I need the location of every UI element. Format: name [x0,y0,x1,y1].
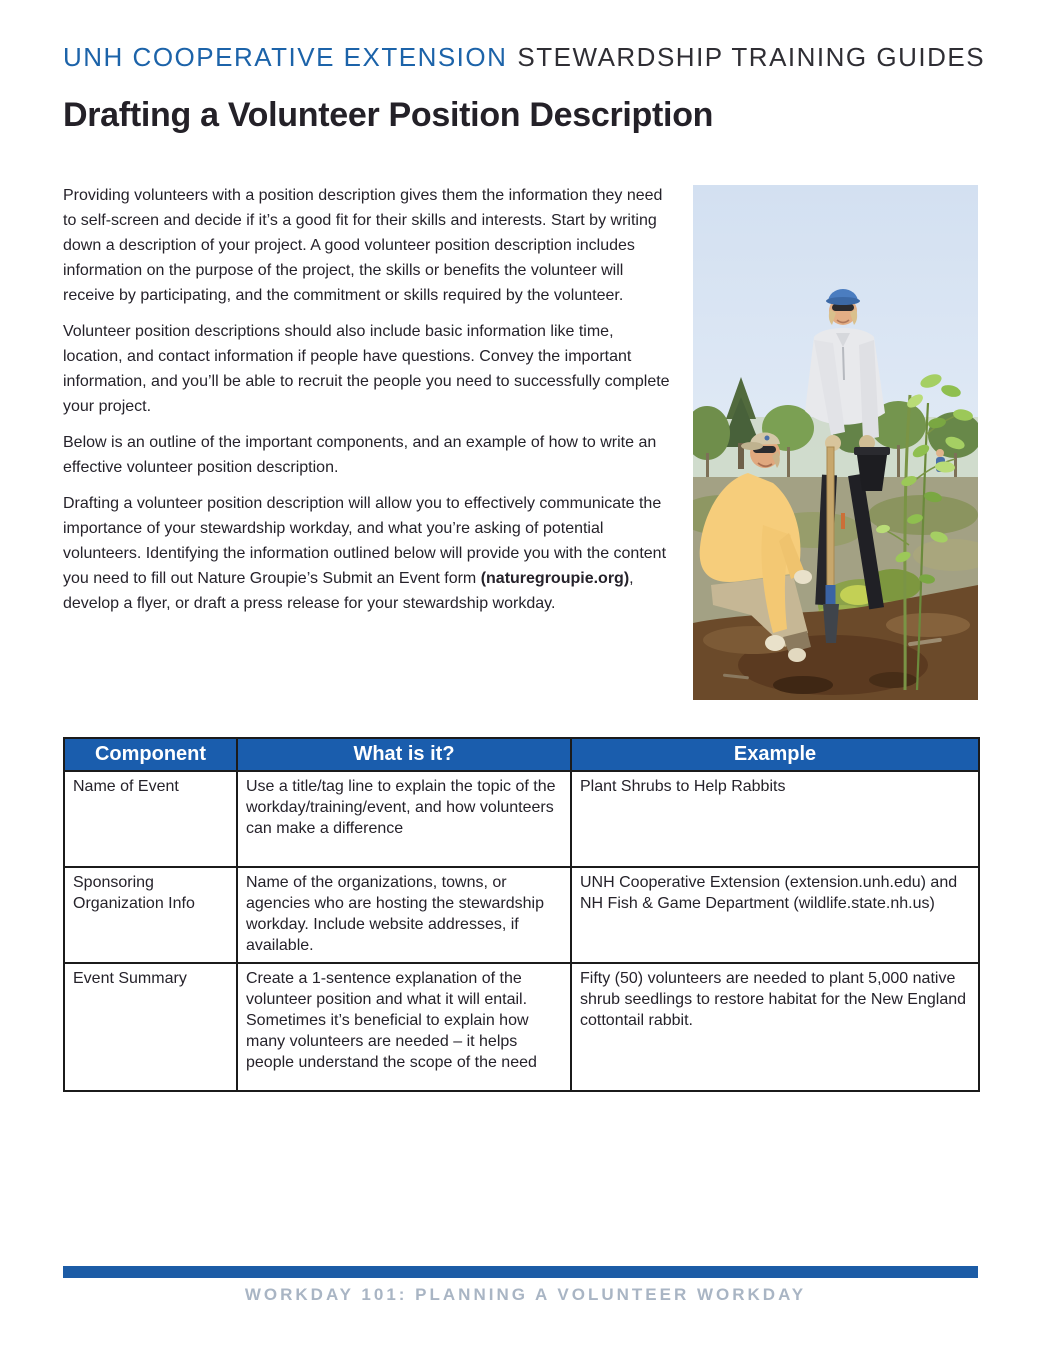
document-kicker [63,42,985,73]
cell-what: Use a title/tag line to explain the topic of the workday/training/event, and how volunteers can make a difference [237,771,571,867]
cell-component: Event Summary [64,963,237,1091]
series-name: STEWARDSHIP TRAINING GUIDES [517,42,986,72]
naturegroupie-url: (naturegroupie.org) [480,570,630,587]
intro-paragraph: Providing volunteers with a position description gives them the information they need to self-screen and decide if it’s a good fit for their skills and interests. Start by writing down a description of your project. A good volunteer position description includes information on the purpose of the project, the skills or benefits the volunteer will receive by participating, and the commitment or skills required by the volunteer. [63,187,663,304]
table-header-what-is-it: What is it? [237,738,571,771]
cell-example: Fifty (50) volunteers are needed to plant 5,000 native shrub seedlings to restore habitat for the New England cottontail rabbit. [571,963,979,1091]
intro-paragraph: Volunteer position descriptions should also include basic information like time, location, and contact information if people have questions. Convey the important information, and you’ll be able to recruit the people you need to successfully complete your project. [63,323,670,415]
cell-component: Name of Event [64,771,237,867]
cell-what: Create a 1-sentence explanation of the volunteer position and what it will entail. Sometimes it’s beneficial to explain how many volunteers are needed – it helps people understand the scope of the need [237,963,571,1091]
table-header-component: Component [64,738,237,771]
table-row [64,771,979,867]
cell-what: Name of the organizations, towns, or agencies who are hosting the stewardship workday. Include website addresses, if available. [237,867,571,963]
cell-example: UNH Cooperative Extension (extension.unh.edu) and NH Fish & Game Department (wildlife.state.nh.us) [571,867,979,963]
cell-component: Sponsoring Organization Info [64,867,237,963]
intro-paragraph [63,491,671,616]
table-row [64,867,979,963]
page-title: Drafting a Volunteer Position Description [63,96,714,134]
volunteers-photo-illustration [693,185,978,700]
footer-divider-bar [63,1266,978,1278]
cell-example: Plant Shrubs to Help Rabbits [571,771,979,867]
intro-text [63,183,671,627]
brand-name: UNH COOPERATIVE EXTENSION [63,42,508,72]
intro-paragraph: Below is an outline of the important components, and an example of how to write an effective volunteer position description. [63,434,657,476]
volunteers-planting-photo [693,185,978,700]
table-header-row [64,738,979,771]
components-table [63,737,980,1092]
footer-series-title: WORKDAY 101: PLANNING A VOLUNTEER WORKDAY [244,1285,807,1304]
closing-text-before: Drafting a volunteer position description will allow you to effectively communicate the importance of your stewardship workday, and what you’re asking of potential volunteers. Identifying the information outlined below will provide you with the content you need to fill out Nature Groupie’s Submit an Event form [63,495,667,587]
table-row [64,963,979,1091]
closing-text-after: , develop a flyer, or draft a press release for your stewardship workday. [63,570,634,612]
table-header-example: Example [571,738,979,771]
